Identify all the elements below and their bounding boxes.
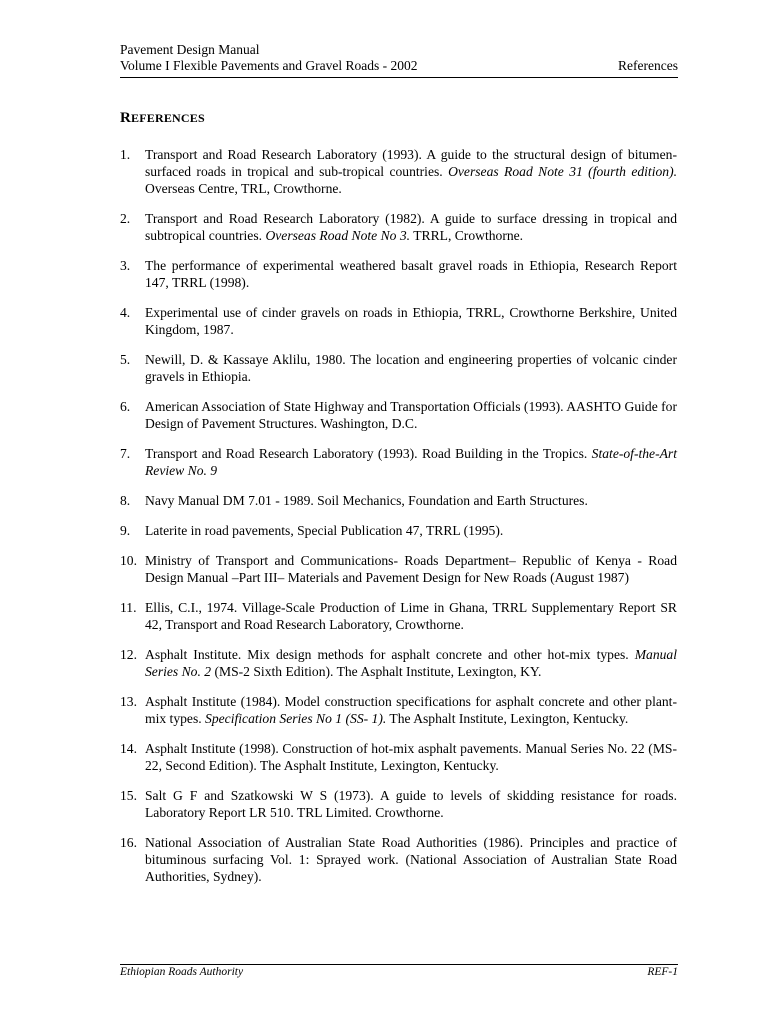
reference-number: 7. [120,446,131,461]
reference-text-segment: Overseas Centre, TRL, Crowthorne. [145,181,342,196]
reference-text-segment: Asphalt Institute (1998). Construction of hot-mix asphalt pavements. Manual Series No. 22 (MS-22, Second Edition). The Asphalt Institute, Lexington, Kentucky. [145,741,677,773]
reference-text [145,493,588,508]
reference-text-segment: Navy Manual DM 7.01 - 1989. Soil Mechanics, Foundation and Earth Structures. [145,493,588,508]
reference-italic-title: Specification Series No 1 (SS- 1). [205,711,387,726]
header-row [120,58,678,74]
reference-item [120,445,677,479]
reference-number: 8. [120,493,131,508]
reference-text-segment: Salt G F and Szatkowski W S (1973). A guide to levels of skidding resistance for roads. Laboratory Report LR 510. TRL Limited. Crowthorne. [145,788,677,820]
reference-text-segment: Newill, D. & Kassaye Aklilu, 1980. The location and engineering properties of volcanic cinder gravels in Ethiopia. [145,352,677,384]
reference-number: 5. [120,352,131,367]
reference-text [145,352,677,384]
reference-text [145,647,677,679]
reference-text-segment: Ellis, C.I., 1974. Village-Scale Production of Lime in Ghana, TRRL Supplementary Report SR 42, Transport and Road Research Laboratory, Crowthorne. [145,600,677,632]
reference-text-segment: Asphalt Institute (1984). Model construction specifications for asphalt concrete and other plant-mix types. [145,694,677,726]
reference-text [145,741,677,773]
reference-italic-title: Manual Series No. 2 [145,647,677,679]
reference-text [145,553,677,585]
reference-text [145,258,677,290]
reference-text [145,788,677,820]
reference-item [120,351,677,385]
reference-italic-title: Overseas Road Note 31 (fourth edition). [448,164,677,179]
title-rest: EFERENCES [131,111,205,125]
page-header [120,42,678,74]
reference-item [120,304,677,338]
header-manual-title: Pavement Design Manual [120,42,260,57]
reference-item [120,492,677,509]
reference-number: 9. [120,523,131,538]
page-title [120,110,205,127]
reference-number: 2. [120,211,131,226]
reference-text [145,446,677,478]
reference-list [120,146,677,898]
footer-divider [120,964,678,965]
reference-text-segment: (MS-2 Sixth Edition). The Asphalt Institute, Lexington, KY. [211,664,542,679]
title-initial: R [120,110,132,126]
reference-item [120,599,677,633]
page-footer [120,966,678,978]
reference-text [145,835,677,884]
reference-number: 13. [120,694,137,709]
reference-text-segment: Experimental use of cinder gravels on roads in Ethiopia, TRRL, Crowthorne Berkshire, United Kingdom, 1987. [145,305,677,337]
reference-text-segment: The performance of experimental weathered basalt gravel roads in Ethiopia, Research Report 147, TRRL (1998). [145,258,677,290]
reference-number: 11. [120,600,137,615]
reference-item [120,787,677,821]
reference-text-segment: Transport and Road Research Laboratory (1982). A guide to surface dressing in tropical and subtropical countries. [145,211,677,243]
reference-text [145,305,677,337]
reference-item [120,646,677,680]
reference-text-segment: Transport and Road Research Laboratory (1993). Road Building in the Tropics. [145,446,592,461]
reference-number: 4. [120,305,131,320]
reference-item [120,146,677,197]
reference-item [120,522,677,539]
header-section-name: References [618,58,678,73]
reference-item [120,257,677,291]
reference-item [120,552,677,586]
reference-text [145,399,677,431]
reference-number: 1. [120,147,131,162]
reference-text [145,600,677,632]
reference-text-segment: TRRL, Crowthorne. [410,228,524,243]
reference-item [120,740,677,774]
reference-text-segment: Laterite in road pavements, Special Publication 47, TRRL (1995). [145,523,504,538]
reference-item [120,210,677,244]
reference-text [145,694,677,726]
reference-text [145,211,677,243]
footer-page-number: REF-1 [647,966,678,978]
reference-italic-title: State-of-the-Art Review No. 9 [145,446,677,478]
reference-text-segment: Transport and Road Research Laboratory (1993). A guide to the structural design of bitumen-surfaced roads in tropical and sub-tropical countries. [145,147,677,179]
reference-text-segment: Asphalt Institute. Mix design methods for asphalt concrete and other hot-mix types. [145,647,635,662]
reference-text-segment: Ministry of Transport and Communications- Roads Department– Republic of Kenya - Road Design Manual –Part III– Materials and Pavement Design for New Roads (August 1987) [145,553,677,585]
reference-number: 12. [120,647,137,662]
reference-number: 6. [120,399,131,414]
reference-item [120,398,677,432]
reference-text-segment: American Association of State Highway and Transportation Officials (1993). AASHTO Guide for Design of Pavement Structures. Washington, D.C. [145,399,677,431]
reference-number: 10. [120,553,137,568]
header-volume-title: Volume I Flexible Pavements and Gravel Roads - 2002 [120,58,418,73]
reference-item [120,834,677,885]
reference-number: 3. [120,258,131,273]
reference-text [145,147,677,196]
reference-number: 16. [120,835,137,850]
reference-text-segment: National Association of Australian State Road Authorities (1986). Principles and practice of bituminous surfacing Vol. 1: Sprayed work. (National Association of Australian State Road Authorities, Sydney). [145,835,677,884]
reference-number: 14. [120,741,137,756]
footer-organization: Ethiopian Roads Authority [120,966,244,978]
reference-text [145,523,503,538]
header-divider [120,77,678,78]
reference-text-segment: The Asphalt Institute, Lexington, Kentucky. [386,711,629,726]
reference-item [120,693,677,727]
reference-number: 15. [120,788,137,803]
reference-italic-title: Overseas Road Note No 3. [265,228,411,243]
